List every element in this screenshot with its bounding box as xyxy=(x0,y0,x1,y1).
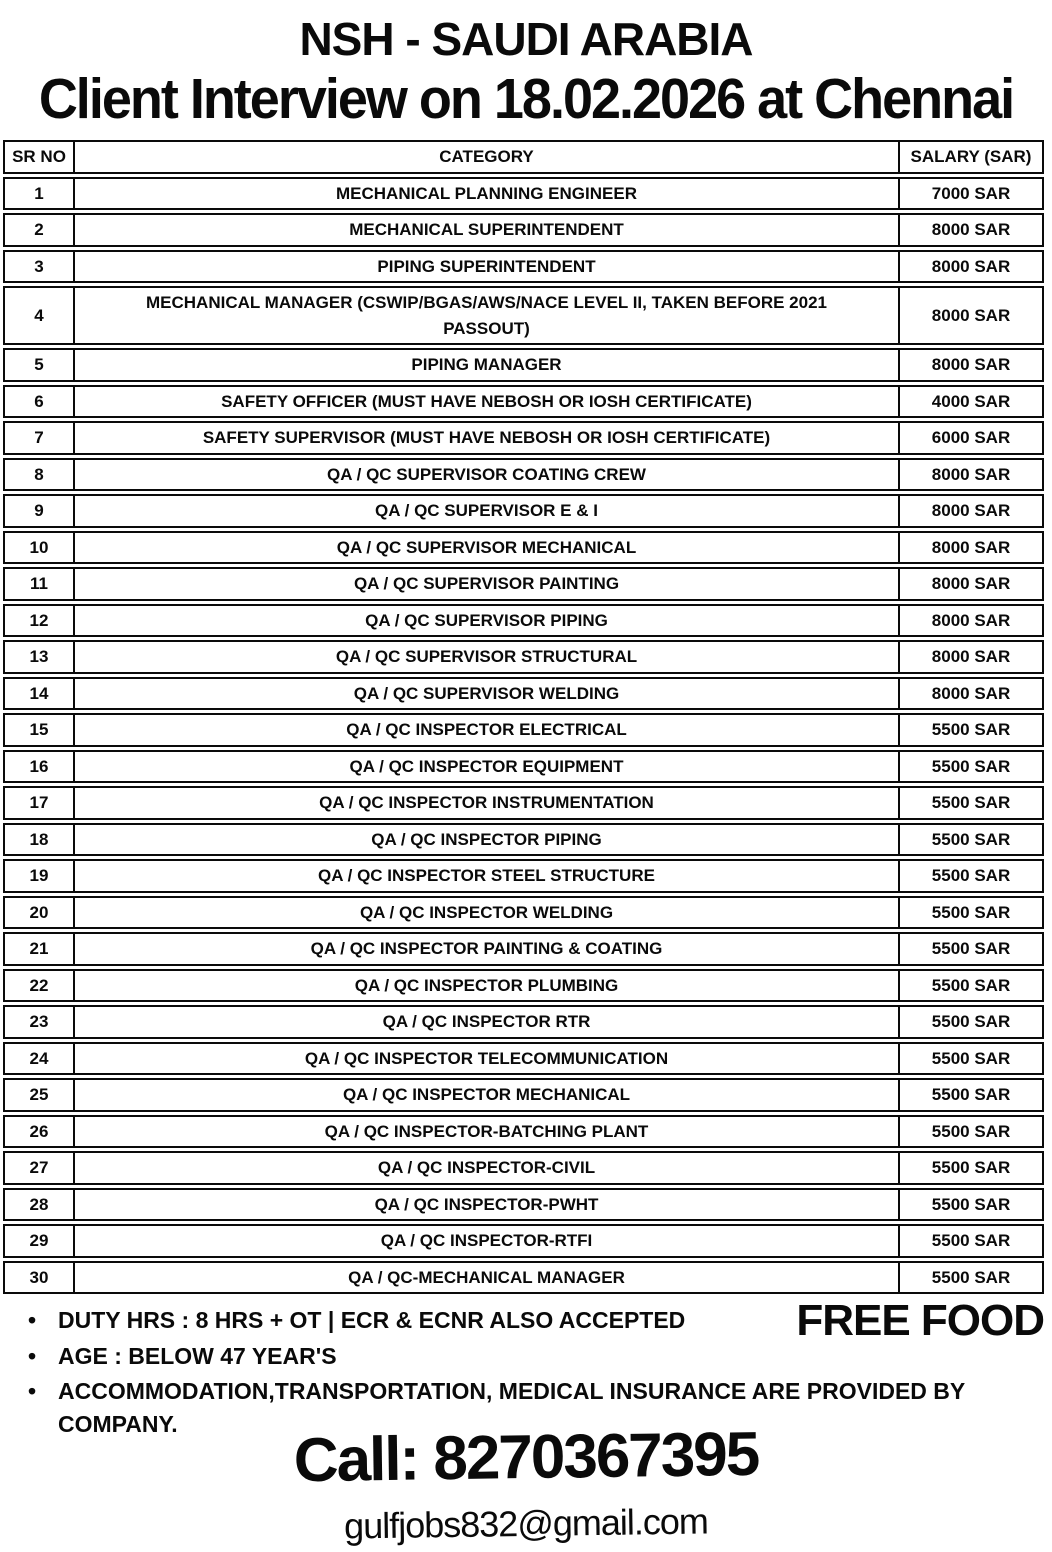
salary-cell: 5500 SAR xyxy=(931,1085,1011,1104)
salary-cell: 8000 SAR xyxy=(931,647,1011,666)
table-row xyxy=(3,859,1044,893)
salary-cell: 5500 SAR xyxy=(931,1158,1011,1177)
sr-cell: 28 xyxy=(5,1190,75,1220)
salary-cell: 5500 SAR xyxy=(931,793,1011,812)
sr-cell: 4 xyxy=(5,288,75,343)
category-cell: QA / QC INSPECTOR RTR xyxy=(75,1007,900,1037)
email-address: gulfjobs832@gmail.com xyxy=(343,1500,709,1547)
header-category: CATEGORY xyxy=(75,142,900,172)
category-cell: QA / QC INSPECTOR-CIVIL xyxy=(75,1153,900,1183)
category-cell: QA / QC INSPECTOR PAINTING & COATING xyxy=(75,934,900,964)
category-cell: QA / QC INSPECTOR TELECOMMUNICATION xyxy=(75,1044,900,1074)
salary-cell: 5500 SAR xyxy=(931,829,1011,849)
recruitment-poster xyxy=(0,12,1052,1547)
table-row xyxy=(3,932,1044,966)
category-cell: QA / QC INSPECTOR-BATCHING PLANT xyxy=(75,1117,900,1147)
salary-cell: 5500 SAR xyxy=(931,1267,1011,1287)
salary-cell: 7000 SAR xyxy=(931,183,1011,203)
contact-section xyxy=(0,1419,1052,1547)
salary-cell: 8000 SAR xyxy=(931,355,1011,374)
sr-cell: 17 xyxy=(5,788,75,818)
table-row xyxy=(3,1005,1044,1039)
sr-cell: 7 xyxy=(5,423,75,453)
table-row xyxy=(3,786,1044,820)
sr-cell: 10 xyxy=(5,533,75,563)
sr-cell: 24 xyxy=(5,1044,75,1074)
salary-cell: 5500 SAR xyxy=(931,756,1011,776)
category-cell: QA / QC INSPECTOR EQUIPMENT xyxy=(75,752,900,782)
category-cell: QA / QC SUPERVISOR MECHANICAL xyxy=(75,533,900,563)
sr-cell: 12 xyxy=(5,606,75,636)
sr-cell: 11 xyxy=(5,569,75,599)
table-row xyxy=(3,896,1044,930)
category-cell: QA / QC INSPECTOR PIPING xyxy=(75,825,900,855)
category-cell: MECHANICAL SUPERINTENDENT xyxy=(75,215,900,245)
sr-cell: 2 xyxy=(5,215,75,245)
salary-cell: 5500 SAR xyxy=(931,866,1011,885)
table-row xyxy=(3,250,1044,284)
sr-cell: 26 xyxy=(5,1117,75,1147)
category-cell: SAFETY OFFICER (MUST HAVE NEBOSH OR IOSH CERTIFICATE) xyxy=(75,387,900,417)
sr-cell: 16 xyxy=(5,752,75,782)
sr-cell: 13 xyxy=(5,642,75,672)
table-row xyxy=(3,640,1044,674)
sr-cell: 20 xyxy=(5,898,75,928)
sr-cell: 22 xyxy=(5,971,75,1001)
salary-cell: 5500 SAR xyxy=(931,720,1011,739)
table-row xyxy=(3,567,1044,601)
category-cell: QA / QC-MECHANICAL MANAGER xyxy=(75,1263,900,1293)
salary-cell: 5500 SAR xyxy=(931,1121,1011,1141)
table-row xyxy=(3,1078,1044,1112)
category-cell: MECHANICAL PLANNING ENGINEER xyxy=(75,179,900,209)
category-cell: QA / QC INSPECTOR PLUMBING xyxy=(75,971,900,1001)
salary-cell: 5500 SAR xyxy=(931,1194,1011,1214)
salary-cell: 8000 SAR xyxy=(931,256,1011,276)
sr-cell: 30 xyxy=(5,1263,75,1293)
category-cell: QA / QC INSPECTOR STEEL STRUCTURE xyxy=(75,861,900,891)
table-row xyxy=(3,969,1044,1003)
sr-cell: 18 xyxy=(5,825,75,855)
sr-cell: 9 xyxy=(5,496,75,526)
poster-subtitle: Client Interview on 18.02.2026 at Chennai xyxy=(38,67,1014,131)
header-salary: SALARY (SAR) xyxy=(910,147,1032,166)
salary-cell: 8000 SAR xyxy=(931,610,1011,630)
salary-cell: 8000 SAR xyxy=(931,501,1011,520)
table-row xyxy=(3,177,1044,211)
table-row xyxy=(3,421,1044,455)
salary-cell: 8000 SAR xyxy=(931,305,1011,325)
category-cell: QA / QC SUPERVISOR PAINTING xyxy=(75,569,900,599)
sr-cell: 25 xyxy=(5,1080,75,1110)
table-row xyxy=(3,494,1044,528)
salary-cell: 5500 SAR xyxy=(931,1048,1011,1068)
sr-cell: 19 xyxy=(5,861,75,891)
salary-cell: 8000 SAR xyxy=(931,464,1011,484)
salary-cell: 8000 SAR xyxy=(931,537,1011,557)
salary-cell: 8000 SAR xyxy=(931,220,1011,239)
sr-cell: 29 xyxy=(5,1226,75,1256)
note-item: • ACCOMMODATION,TRANSPORTATION, MEDICAL INSURANCE ARE PROVIDED BY COMPANY. xyxy=(20,1375,1005,1440)
salary-cell: 5500 SAR xyxy=(931,939,1011,958)
category-cell: QA / QC SUPERVISOR PIPING xyxy=(75,606,900,636)
table-row xyxy=(3,531,1044,565)
sr-cell: 14 xyxy=(5,679,75,709)
table-row xyxy=(3,213,1044,247)
salary-cell: 8000 SAR xyxy=(931,683,1011,703)
sr-cell: 27 xyxy=(5,1153,75,1183)
table-row xyxy=(3,1151,1044,1185)
sr-cell: 21 xyxy=(5,934,75,964)
poster-title: NSH - SAUDI ARABIA xyxy=(299,13,753,65)
header-sr-no: SR NO xyxy=(5,142,75,172)
salary-cell: 4000 SAR xyxy=(931,391,1011,411)
table-row xyxy=(3,823,1044,857)
table-row xyxy=(3,1115,1044,1149)
note-item: • AGE : BELOW 47 YEAR'S xyxy=(20,1340,1005,1373)
category-cell: QA / QC SUPERVISOR E & I xyxy=(75,496,900,526)
table-row xyxy=(3,1261,1044,1295)
category-cell: QA / QC SUPERVISOR COATING CREW xyxy=(75,460,900,490)
note-item: • DUTY HRS : 8 HRS + OT | ECR & ECNR ALSO ACCEPTED xyxy=(20,1304,1005,1337)
category-cell: QA / QC INSPECTOR INSTRUMENTATION xyxy=(75,788,900,818)
job-table-body xyxy=(3,177,1044,1295)
category-cell: QA / QC INSPECTOR MECHANICAL xyxy=(75,1080,900,1110)
category-cell: QA / QC INSPECTOR WELDING xyxy=(75,898,900,928)
sr-cell: 6 xyxy=(5,387,75,417)
table-row xyxy=(3,750,1044,784)
category-cell: SAFETY SUPERVISOR (MUST HAVE NEBOSH OR IOSH CERTIFICATE) xyxy=(75,423,900,453)
free-food-highlight: FREE FOOD xyxy=(796,1296,1044,1345)
sr-cell: 3 xyxy=(5,252,75,282)
table-row xyxy=(3,604,1044,638)
salary-cell: 5500 SAR xyxy=(931,902,1011,922)
category-cell: PIPING MANAGER xyxy=(75,350,900,380)
salary-cell: 5500 SAR xyxy=(931,1012,1011,1031)
table-row xyxy=(3,677,1044,711)
table-row xyxy=(3,1224,1044,1258)
category-cell: QA / QC INSPECTOR ELECTRICAL xyxy=(75,715,900,745)
salary-cell: 6000 SAR xyxy=(931,428,1011,447)
category-cell: QA / QC SUPERVISOR STRUCTURAL xyxy=(75,642,900,672)
salary-cell: 5500 SAR xyxy=(931,1231,1011,1250)
category-cell: PIPING SUPERINTENDENT xyxy=(75,252,900,282)
category-cell: QA / QC INSPECTOR-RTFI xyxy=(75,1226,900,1256)
table-row xyxy=(3,713,1044,747)
category-cell: QA / QC INSPECTOR-PWHT xyxy=(75,1190,900,1220)
sr-cell: 1 xyxy=(5,179,75,209)
table-row xyxy=(3,385,1044,419)
category-cell: QA / QC SUPERVISOR WELDING xyxy=(75,679,900,709)
job-table xyxy=(3,140,1044,1294)
table-row xyxy=(3,1042,1044,1076)
table-row xyxy=(3,1188,1044,1222)
table-header-row xyxy=(3,140,1044,174)
sr-cell: 15 xyxy=(5,715,75,745)
sr-cell: 23 xyxy=(5,1007,75,1037)
phone-number: Call: 8270367395 xyxy=(293,1419,759,1495)
salary-cell: 5500 SAR xyxy=(931,975,1011,995)
sr-cell: 8 xyxy=(5,460,75,490)
sr-cell: 5 xyxy=(5,350,75,380)
category-cell: MECHANICAL MANAGER (CSWIP/BGAS/AWS/NACE LEVEL II, TAKEN BEFORE 2021 PASSOUT) xyxy=(75,288,900,343)
table-row xyxy=(3,348,1044,382)
table-row xyxy=(3,458,1044,492)
salary-cell: 8000 SAR xyxy=(931,574,1011,593)
table-row xyxy=(3,286,1044,345)
